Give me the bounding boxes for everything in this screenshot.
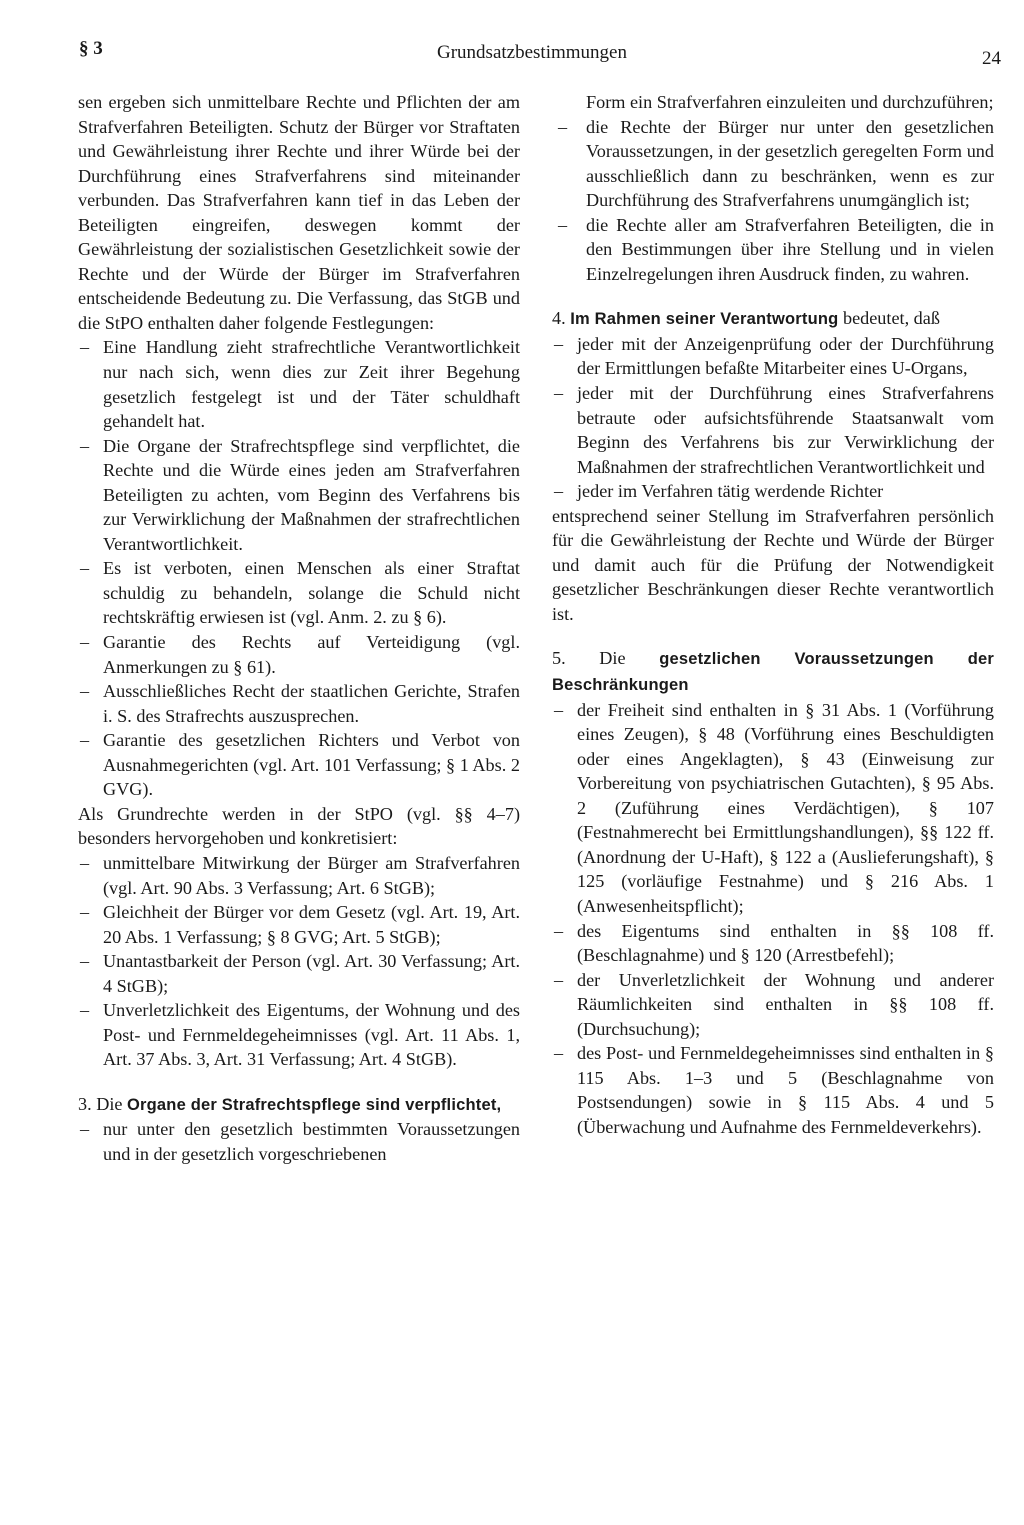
section-3-bold: Organe der Strafrechtspflege sind verpflichtet, [127,1095,502,1114]
section-4-list [552,332,994,504]
list-item: – jeder mit der Anzeigenprüfung oder der Durchführung der Ermittlungen befaßte Mitarbeiter eines U-Organs, [552,332,994,381]
intro-paragraph: sen ergeben sich unmittelbare Rechte und Pflichten der am Strafverfahren Beteiligten. Schutz der Bürger vor Straftaten und Gewährleistung ihrer Rechte und ihrer Würde bei der Durchführung eines Strafverfahrens sind miteinander verbunden. Das Strafverfahren kann tief in das Leben der Beteiligten eingreifen, deswegen kommt der Gewährleistung der sozialistischen Gesetzlichkeit sowie der Rechte und der Würde der Bürger im Strafverfahren entscheidende Bedeutung zu. Die Verfassung, das StGB und die StPO enthalten daher folgende Festlegungen: [78,92,520,333]
list-item: – der Freiheit sind enthalten in § 31 Abs. 1 (Vorführung eines Zeugen), § 48 (Vorführung eines Beschuldigten oder eines Angeklagten), § 43 (Einweisung zur Vorbereitung von psychiatrischen Gutachten), § 95 Abs. 2 (Zuführung eines Verdächtigen), § 107 (Festnahmerecht bei Ermittlungshandlungen), §§ 122 ff. (Anordnung der U-Haft), § 122 a (Auslieferungshaft), § 125 (vorläufige Festnahme) und § 216 Abs. 1 (Anwesenheitspflicht); [552,698,994,919]
section-4-tail: entsprechend seiner Stellung im Strafverfahren persönlich für die Gewährleistung der Rechte und Würde der Bürger und damit auch für die Prüfung der Notwendigkeit gesetzlicher Beschränkungen dieser Rechte verantwortlich ist. [552,505,994,624]
list-item: – Es ist verboten, einen Menschen als einer Straftat schuldig zu behandeln, solange die Schuld nicht rechtskräftig erwiesen ist (vgl. Anm. 2. zu § 6). [78,556,520,630]
section-3-heading [78,1092,520,1118]
grundrechte-intro: Als Grundrechte werden in der StPO (vgl. §§ 4–7) besonders hervorgehoben und konkretisiert: [78,803,520,849]
section-3-list [78,1117,520,1166]
list-item: – Unverletzlichkeit des Eigentums, der Wohnung und des Post- und Fernmeldegeheimnisses (vgl. Art. 11 Abs. 1, Art. 37 Abs. 3, Art. 31 Verfassung; Art. 4 StGB). [78,998,520,1072]
section-3-list-continued [552,115,994,287]
list-item: – Gleichheit der Bürger vor dem Gesetz (vgl. Art. 19, Art. 20 Abs. 1 Verfassung; § 8 GVG; Art. 5 StGB); [78,900,520,949]
list-item: – des Post- und Fernmeldegeheimnisses sind enthalten in § 115 Abs. 1–3 und 5 (Beschlagnahme von Postsendungen) sowie in § 115 Abs. 4 und 5 (Überwachung und Aufnahme des Fernmeldeverkehrs). [552,1041,994,1139]
list-item: – Garantie des Rechts auf Verteidigung (vgl. Anmerkungen zu § 61). [78,630,520,679]
list-item: – jeder im Verfahren tätig werdende Richter [552,479,994,504]
list-item: – Garantie des gesetzlichen Richters und Verbot von Ausnahmegerichten (vgl. Art. 101 Verfassung; § 1 Abs. 2 GVG). [78,728,520,802]
section-5-bold: gesetzlichen Voraussetzungen der Beschränkungen [552,650,994,695]
list-item: – jeder mit der Durchführung eines Strafverfahrens betraute oder aufsichtsführende Staatsanwalt vom Beginn des Verfahrens bis zur Verwirklichung der Maßnahmen der strafrechtlichen Verantwortlichkeit und [552,381,994,479]
continuation-text: Form ein Strafverfahren einzuleiten und durchzuführen; [586,92,994,112]
list-item: – der Unverletzlichkeit der Wohnung und anderer Räumlichkeiten sind enthalten in §§ 108 ff. (Durchsuchung); [552,968,994,1042]
section-5-prefix: 5. Die [552,648,660,669]
page-header [0,38,1024,72]
section-4-heading [552,306,994,332]
list-item: – nur unter den gesetzlich bestimmten Voraussetzungen und in der gesetzlich vorgeschriebenen [78,1117,520,1166]
list-item: – unmittelbare Mitwirkung der Bürger am Strafverfahren (vgl. Art. 90 Abs. 3 Verfassung; Art. 6 StGB); [78,851,520,900]
right-column [552,90,994,1139]
list-item: – Eine Handlung zieht strafrechtliche Verantwortlichkeit nur nach sich, wenn dies zur Zeit ihrer Begehung gesetzlich festgelegt ist und der Täter schuldhaft gehandelt hat. [78,335,520,433]
section-5-list [552,698,994,1140]
festlegungen-list [78,335,520,801]
section-marker: § 3 [79,38,103,59]
list-item: – Die Organe der Strafrechtspflege sind verpflichtet, die Rechte und die Würde eines jeden am Strafverfahren Beteiligten zu achten, vom Beginn des Verfahrens bis zur Verwirklichung der Maßnahmen der strafrechtlichen Verantwortlichkeit. [78,434,520,557]
list-item: – die Rechte aller am Strafverfahren Beteiligten, die in den Bestimmungen über ihre Stellung und in vielen Einzelregelungen ihren Ausdruck finden, zu wahren. [552,213,994,287]
running-title: Grundsatzbestimmungen [437,42,627,63]
list-item: – Ausschließliches Recht der staatlichen Gerichte, Strafen i. S. des Strafrechts auszusprechen. [78,679,520,728]
section-4-bold: Im Rahmen seiner Verantwortung [570,310,839,329]
left-column [78,90,520,1167]
list-item: – des Eigentums sind enthalten in §§ 108 ff. (Beschlagnahme) und § 120 (Arrestbefehl); [552,919,994,968]
section-4-suffix: bedeutet, daß [838,308,940,329]
list-item: – die Rechte der Bürger nur unter den gesetzlichen Voraussetzungen, in der gesetzlich geregelten Form und ausschließlich dann zu beschränken, wenn es zur Durchführung des Strafverfahrens unumgänglich ist; [552,115,994,213]
list-item: – Unantastbarkeit der Person (vgl. Art. 30 Verfassung; Art. 4 StGB); [78,949,520,998]
section-4-prefix: 4. [552,308,571,329]
section-5-heading [552,646,994,697]
section-3-prefix: 3. Die [78,1093,127,1114]
grundrechte-list [78,851,520,1072]
page-number: 24 [982,48,1001,69]
